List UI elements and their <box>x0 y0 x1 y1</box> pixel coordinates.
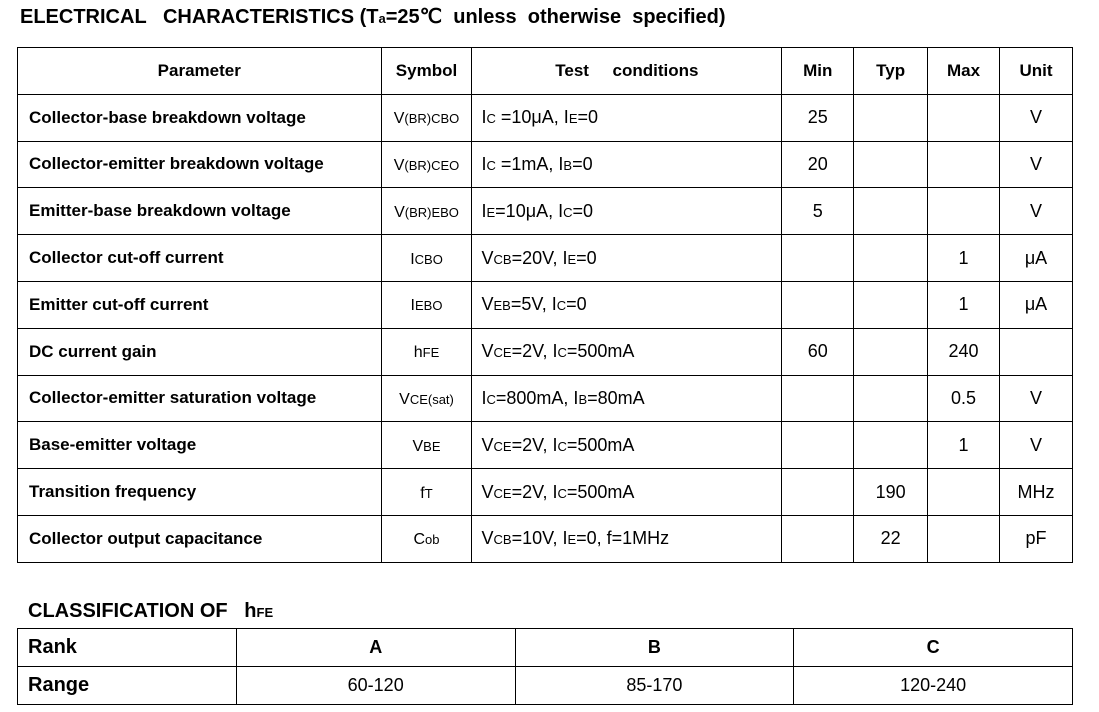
condition-text: =2V, I <box>511 434 558 455</box>
condition-text: =0 <box>572 200 594 221</box>
test-condition-cell <box>472 515 782 562</box>
test-condition-cell <box>472 235 782 282</box>
symbol-subscript: ob <box>425 532 440 548</box>
symbol-cell <box>381 422 472 469</box>
condition-symbol: V <box>481 481 494 502</box>
rank-cell: B <box>515 629 794 667</box>
condition-subscript: C <box>557 438 567 454</box>
typ-cell: 190 <box>854 469 928 516</box>
symbol-cell <box>381 141 472 188</box>
condition-text: =5V, I <box>510 294 557 315</box>
condition-text: =10μA, I <box>495 200 564 221</box>
parameter-cell: Emitter-base breakdown voltage <box>18 188 382 235</box>
symbol-subscript: (BR)CBO <box>404 111 460 127</box>
max-cell <box>928 188 1000 235</box>
table-row <box>18 235 1073 282</box>
parameter-cell: Base-emitter voltage <box>18 422 382 469</box>
symbol-main: h <box>413 344 423 362</box>
condition-subscript: E <box>568 111 578 127</box>
symbol-main: V <box>393 156 405 174</box>
symbol-cell <box>381 328 472 375</box>
condition-subscript: E <box>567 532 577 548</box>
condition-subscript: C <box>556 298 567 314</box>
condition-symbol: V <box>481 341 494 362</box>
condition-text: =1mA, I <box>495 153 564 174</box>
typ-cell <box>854 94 928 141</box>
max-cell <box>928 141 1000 188</box>
title-text: ELECTRICAL CHARACTERISTICS (T <box>20 6 379 28</box>
condition-text: =0 <box>576 247 597 268</box>
typ-cell <box>854 188 928 235</box>
condition-subscript: C <box>557 345 567 361</box>
unit-cell: μA <box>1000 235 1073 282</box>
parameter-cell: Collector-emitter saturation voltage <box>18 375 382 422</box>
table-row <box>18 422 1073 469</box>
min-cell <box>782 375 854 422</box>
condition-text: =80mA <box>587 387 645 408</box>
condition-subscript: C <box>486 111 496 127</box>
classification-title <box>28 600 273 623</box>
max-cell: 1 <box>928 235 1000 282</box>
rank-cell: C <box>794 629 1073 667</box>
unit-cell: MHz <box>1000 469 1073 516</box>
test-condition-cell <box>472 469 782 516</box>
range-row <box>18 667 1073 705</box>
condition-text: =0, f=1MHz <box>576 528 670 549</box>
symbol-main: I <box>410 250 415 268</box>
symbol-main: I <box>410 297 415 315</box>
min-cell: 5 <box>782 188 854 235</box>
symbol-cell <box>381 94 472 141</box>
header-unit: Unit <box>1000 48 1073 95</box>
symbol-subscript: (BR)EBO <box>404 204 459 220</box>
rank-row <box>18 629 1073 667</box>
header-symbol: Symbol <box>381 48 472 95</box>
header-parameter: Parameter <box>18 48 382 95</box>
condition-text: =2V, I <box>511 341 558 362</box>
symbol-subscript: T <box>424 485 433 501</box>
title-subscript: a <box>378 11 386 26</box>
condition-symbol: I <box>481 200 487 221</box>
min-cell: 25 <box>782 94 854 141</box>
parameter-cell: DC current gain <box>18 328 382 375</box>
condition-text: =2V, I <box>511 481 558 502</box>
range-cell: 60-120 <box>236 667 515 705</box>
unit-cell: V <box>1000 375 1073 422</box>
condition-text: =20V, I <box>511 247 568 268</box>
typ-cell <box>854 328 928 375</box>
parameter-cell: Collector-emitter breakdown voltage <box>18 141 382 188</box>
range-cell: 85-170 <box>515 667 794 705</box>
classification-table <box>17 628 1073 705</box>
symbol-main: V <box>412 437 424 455</box>
condition-text: =500mA <box>566 481 635 502</box>
test-condition-cell <box>472 188 782 235</box>
max-cell: 240 <box>928 328 1000 375</box>
header-min: Min <box>782 48 854 95</box>
unit-cell: μA <box>1000 281 1073 328</box>
table-row <box>18 469 1073 516</box>
condition-symbol: V <box>481 247 494 268</box>
condition-subscript: C <box>557 485 567 501</box>
min-cell: 60 <box>782 328 854 375</box>
min-cell <box>782 469 854 516</box>
condition-subscript: E <box>567 251 577 267</box>
test-condition-cell <box>472 94 782 141</box>
condition-subscript: C <box>486 157 496 173</box>
max-cell: 1 <box>928 281 1000 328</box>
max-cell <box>928 515 1000 562</box>
symbol-cell <box>381 235 472 282</box>
condition-subscript: CE <box>493 345 512 361</box>
header-row <box>18 48 1073 95</box>
symbol-cell <box>381 375 472 422</box>
condition-text: =10μA, I <box>495 107 569 128</box>
symbol-subscript: FE <box>422 345 440 361</box>
min-cell <box>782 422 854 469</box>
condition-symbol: I <box>481 107 487 128</box>
symbol-subscript: BE <box>423 438 441 454</box>
unit-cell: V <box>1000 94 1073 141</box>
symbol-cell <box>381 281 472 328</box>
range-label: Range <box>18 667 237 705</box>
symbol-cell <box>381 188 472 235</box>
symbol-main: V <box>394 203 405 221</box>
condition-subscript: C <box>563 204 573 220</box>
range-cell: 120-240 <box>794 667 1073 705</box>
symbol-subscript: CE(sat) <box>409 391 454 407</box>
symbol-main: V <box>393 110 405 128</box>
condition-text: =0 <box>572 153 593 174</box>
typ-cell <box>854 422 928 469</box>
header-max: Max <box>928 48 1000 95</box>
condition-symbol: I <box>481 387 487 408</box>
condition-text: =0 <box>566 294 587 315</box>
condition-text: =500mA <box>566 434 635 455</box>
condition-subscript: CE <box>493 438 512 454</box>
condition-text: =800mA, I <box>495 387 579 408</box>
typ-cell <box>854 281 928 328</box>
table-row <box>18 281 1073 328</box>
symbol-main: f <box>420 484 425 502</box>
parameter-cell: Transition frequency <box>18 469 382 516</box>
rank-label: Rank <box>18 629 237 667</box>
symbol-subscript: (BR)CEO <box>404 157 460 173</box>
condition-subscript: E <box>486 204 496 220</box>
condition-text: =10V, I <box>511 528 568 549</box>
symbol-cell <box>381 469 472 516</box>
test-condition-cell <box>472 375 782 422</box>
condition-subscript: CB <box>493 532 512 548</box>
min-cell <box>782 281 854 328</box>
table-row <box>18 188 1073 235</box>
condition-text: =0 <box>577 107 599 128</box>
max-cell <box>928 469 1000 516</box>
condition-symbol: I <box>481 153 487 174</box>
header-typ: Typ <box>854 48 928 95</box>
symbol-subscript: EBO <box>415 298 443 314</box>
condition-subscript: CB <box>493 251 512 267</box>
typ-cell <box>854 141 928 188</box>
unit-cell: V <box>1000 188 1073 235</box>
min-cell: 20 <box>782 141 854 188</box>
symbol-main: C <box>413 531 426 549</box>
table-row <box>18 375 1073 422</box>
condition-text: =500mA <box>566 341 635 362</box>
condition-subscript: C <box>486 391 496 407</box>
unit-cell: V <box>1000 141 1073 188</box>
min-cell <box>782 235 854 282</box>
parameter-cell: Collector-base breakdown voltage <box>18 94 382 141</box>
condition-subscript: CE <box>493 485 512 501</box>
max-cell: 0.5 <box>928 375 1000 422</box>
condition-symbol: V <box>481 434 494 455</box>
classification-title-text: CLASSIFICATION OF h <box>28 600 257 622</box>
table-row <box>18 515 1073 562</box>
test-condition-cell <box>472 281 782 328</box>
title-text-rest: =25℃ unless otherwise specified) <box>385 6 726 28</box>
typ-cell: 22 <box>854 515 928 562</box>
symbol-cell <box>381 515 472 562</box>
symbol-subscript: CBO <box>414 251 443 267</box>
header-test-conditions: Test conditions <box>472 48 782 95</box>
unit-cell: V <box>1000 422 1073 469</box>
parameter-cell: Emitter cut-off current <box>18 281 382 328</box>
condition-symbol: V <box>481 528 494 549</box>
typ-cell <box>854 235 928 282</box>
unit-cell <box>1000 328 1073 375</box>
unit-cell: pF <box>1000 515 1073 562</box>
condition-subscript: B <box>563 157 573 173</box>
test-condition-cell <box>472 422 782 469</box>
max-cell <box>928 94 1000 141</box>
condition-subscript: EB <box>493 298 511 314</box>
electrical-characteristics-table <box>17 47 1073 563</box>
max-cell: 1 <box>928 422 1000 469</box>
test-condition-cell <box>472 141 782 188</box>
table-row <box>18 94 1073 141</box>
min-cell <box>782 515 854 562</box>
table-row <box>18 328 1073 375</box>
parameter-cell: Collector cut-off current <box>18 235 382 282</box>
condition-subscript: B <box>578 391 588 407</box>
classification-title-subscript: FE <box>256 605 274 620</box>
section-title <box>20 4 726 29</box>
rank-cell: A <box>236 629 515 667</box>
test-condition-cell <box>472 328 782 375</box>
table-row <box>18 141 1073 188</box>
parameter-cell: Collector output capacitance <box>18 515 382 562</box>
condition-symbol: V <box>481 294 494 315</box>
symbol-main: V <box>399 390 410 408</box>
typ-cell <box>854 375 928 422</box>
